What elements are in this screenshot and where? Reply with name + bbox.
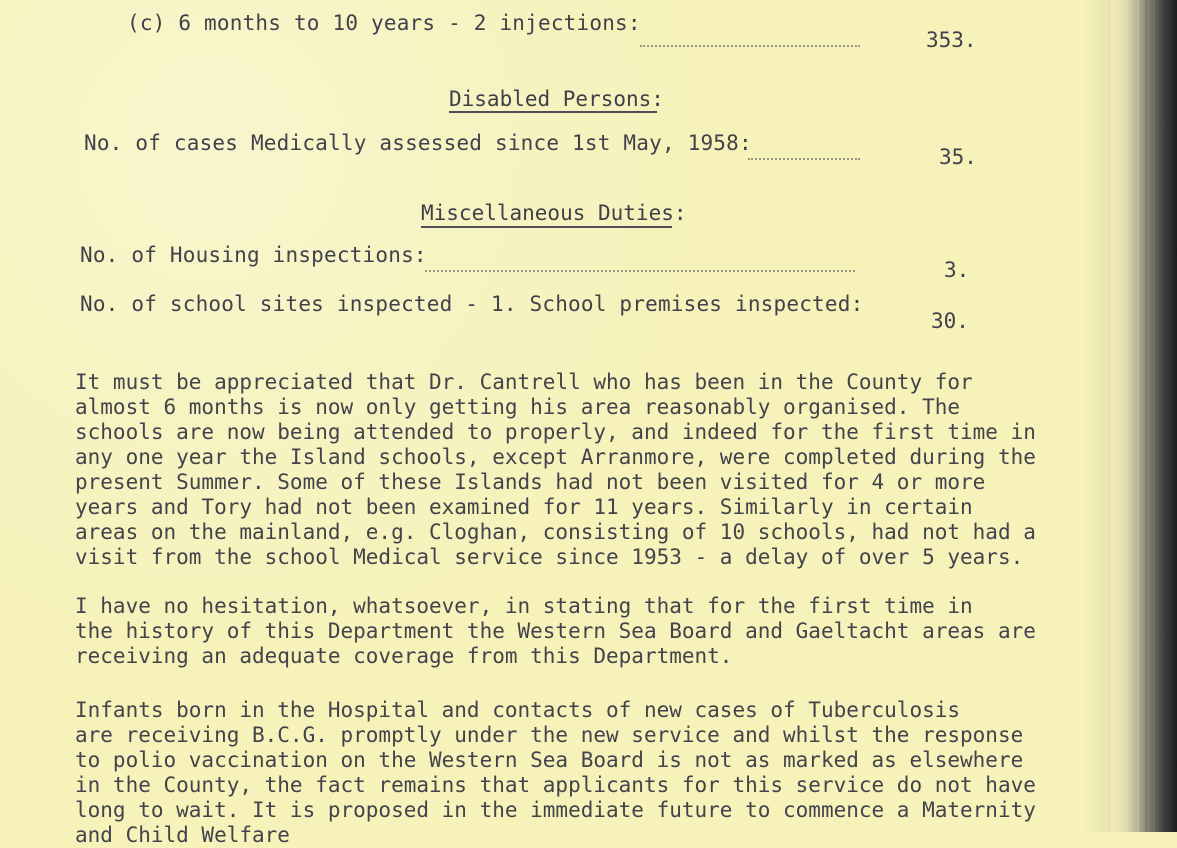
miscellaneous-duties-underline [421, 226, 672, 228]
medical-assessed-value: 35. [939, 145, 977, 169]
housing-inspections-leader [425, 270, 855, 272]
paragraph-dr-cantrell: It must be appreciated that Dr. Cantrell who has been in the County for almost 6 months is now only getting his area reasonably organised. The schools are now being attended to properly, and indeed for the first time in any one year the Island schools, except Arranmore, were completed during the present Summer. Some of these Islands had not been visited for 4 or more years and Tory had not been examined for 11 years. Similarly in certain areas on the mainland, e.g. Cloghan, consisting of 10 schools, had not had a visit from the school Medical service since 1953 - a delay of over 5 years. [75, 370, 1036, 569]
miscellaneous-duties-heading: Miscellaneous Duties: [421, 201, 687, 225]
housing-inspections-line: No. of Housing inspections: [80, 243, 427, 267]
housing-inspections-value: 3. [944, 258, 970, 282]
paragraph-no-hesitation: I have no hesitation, whatsoever, in stating that for the first time in the history of this Department the Western Sea Board and Gaeltacht areas are receiving an adequate coverage from this Department. [75, 594, 1036, 668]
medical-assessed-leader [748, 158, 860, 160]
paragraph-infants-bcg: Infants born in the Hospital and contacts of new cases of Tuberculosis are receiving B.C.G. promptly under the new service and whilst the response to polio vaccination on the Western Sea Board is not as marked as elsewhere in the County, the fact remains that applicants for this service do not have long to wait. It is proposed in the immediate future to commence a Maternity and Child Welfare [75, 698, 1036, 847]
school-inspections-value: 30. [931, 309, 969, 333]
medical-assessed-line: No. of cases Medically assessed since 1st May, 1958: [84, 131, 752, 155]
book-binding-edge [1111, 0, 1177, 832]
disabled-persons-underline [449, 111, 657, 113]
disabled-persons-heading: Disabled Persons: [449, 87, 664, 111]
school-inspections-line: No. of school sites inspected - 1. School premises inspected: [80, 292, 864, 316]
top-injections-line: (c) 6 months to 10 years - 2 injections: [127, 11, 641, 35]
top-injections-leader [640, 45, 860, 47]
top-injections-value: 353. [926, 28, 977, 52]
